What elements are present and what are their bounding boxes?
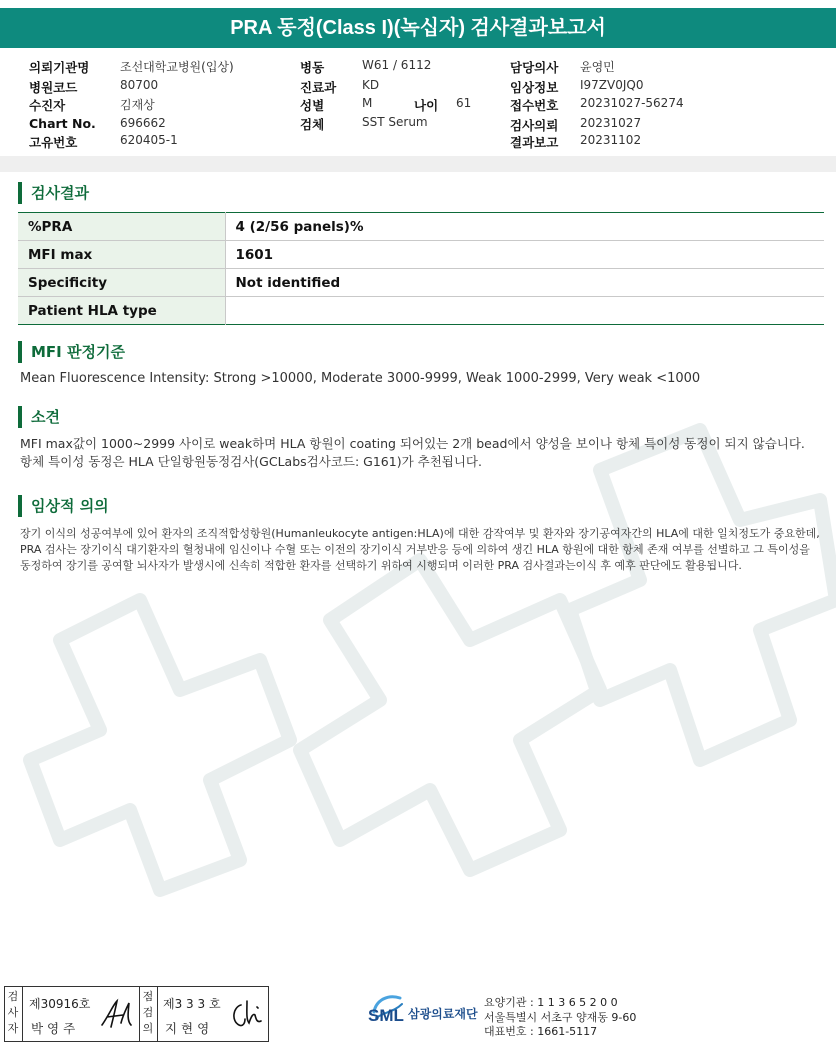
table-row: [18, 269, 824, 297]
divider: [157, 987, 158, 1041]
info-label: 병동: [300, 60, 325, 75]
result-value: Not identified: [225, 269, 824, 297]
info-label: 수진자: [29, 98, 66, 113]
signature-box: [4, 986, 269, 1042]
result-value: [225, 297, 824, 325]
results-table: [18, 212, 824, 325]
tester-license-no: 제30916호: [29, 997, 91, 1011]
info-value: 20231027-56274: [580, 96, 684, 110]
info-value: I97ZV0JQ0: [580, 78, 644, 92]
patient-info: [0, 56, 836, 156]
result-value: 1601: [225, 241, 824, 269]
org-name: 삼광의료재단: [408, 1007, 478, 1021]
info-value: 윤영민: [580, 60, 615, 74]
table-row: [18, 241, 824, 269]
info-value: 620405-1: [120, 133, 178, 147]
report-title: PRA 동정(Class I)(녹십자) 검사결과보고서: [0, 8, 836, 48]
info-label: Chart No.: [29, 116, 96, 131]
criteria-text: Mean Fluorescence Intensity: Strong >10000, Moderate 3000-9999, Weak 1000-2999, Very weak <1000: [20, 371, 701, 386]
info-value: SST Serum: [362, 115, 428, 129]
checker-signature-icon: [227, 997, 265, 1031]
info-label: 의뢰기관명: [29, 60, 90, 75]
section-title-clinical: 임상적 의의: [18, 495, 109, 517]
address-line: 요양기관 : 1 1 3 6 5 2 0 0: [484, 996, 618, 1009]
section-title-criteria: MFI 판정기준: [18, 341, 125, 363]
checker-label: 점검의: [142, 990, 154, 1035]
info-label: 검사의뢰: [510, 118, 559, 133]
logo-mark: SML: [368, 1006, 404, 1025]
section-title-results: 검사결과: [18, 182, 89, 204]
tester-label: 검사자: [7, 990, 19, 1035]
report-footer: [0, 980, 836, 1050]
info-label: 성별: [300, 98, 325, 113]
info-label: 검체: [300, 117, 325, 132]
info-label: 결과보고: [510, 135, 559, 150]
address-line: 서울특별시 서초구 양재동 9-60: [484, 1011, 637, 1024]
info-value: 20231027: [580, 116, 642, 130]
divider: [139, 987, 140, 1041]
info-label: 고유번호: [29, 135, 78, 150]
info-label: 임상정보: [510, 80, 559, 95]
info-value: 696662: [120, 116, 166, 130]
info-value: W61 / 6112: [362, 58, 432, 72]
divider: [22, 987, 23, 1041]
result-key: Patient HLA type: [18, 297, 225, 325]
tester-signature-icon: [99, 997, 135, 1031]
result-key: Specificity: [18, 269, 225, 297]
info-label: 병원코드: [29, 80, 78, 95]
checker-license-no: 제3 3 3 호: [163, 997, 221, 1011]
result-key: MFI max: [18, 241, 225, 269]
table-row: [18, 213, 824, 241]
info-label: 진료과: [300, 80, 337, 95]
address-line: 대표번호 : 1661-5117: [484, 1025, 598, 1038]
info-value: 80700: [120, 78, 159, 92]
tester-name: 박 영 주: [31, 1021, 76, 1036]
info-value: 61: [456, 96, 472, 110]
info-value: 조선대학교병원(입상): [120, 60, 234, 74]
checker-name: 지 현 영: [165, 1021, 210, 1036]
info-value: 20231102: [580, 133, 642, 147]
header-divider: [0, 156, 836, 172]
clinical-text: 장기 이식의 성공여부에 있어 환자의 조직적합성항원(Humanleukocyte antigen:HLA)에 대한 감작여부 및 환자와 장기공여자간의 HLA에 대한 일치정도가 중요한데, PRA 검사는 장기이식 대기환자의 혈청내에 임신이나 수혈 또는 이전의 장기이식 거부반응 등에 의하여 생긴 HLA 항원에 대한 항체 존재 여부를 선별하고 그 특이성을 동정하여 장기를 공여할 뇌사자가 발생시에 신속히 적합한 환자를 선택하기 위하여 시행되며 이러한 PRA 검사결과는이식 후 예후 판단에도 활용됩니다.: [20, 527, 820, 572]
result-value: 4 (2/56 panels)%: [225, 213, 824, 241]
info-label: 접수번호: [510, 98, 559, 113]
info-value: KD: [362, 78, 380, 92]
info-label: 나이: [414, 98, 439, 113]
section-title-opinion: 소견: [18, 406, 60, 428]
info-value: 김재상: [120, 98, 155, 112]
info-label: 담당의사: [510, 60, 559, 75]
table-row: [18, 297, 824, 325]
opinion-text: MFI max값이 1000~2999 사이로 weak하며 HLA 항원이 coating 되어있는 2개 bead에서 양성을 보이나 항체 특이성 동정이 되지 않습니다. 항체 특이성 동정은 HLA 단일항원동정검사(GCLabs검사코드: G161)가 추천됩니다.: [20, 436, 805, 469]
info-value: M: [362, 96, 373, 110]
result-key: %PRA: [18, 213, 225, 241]
